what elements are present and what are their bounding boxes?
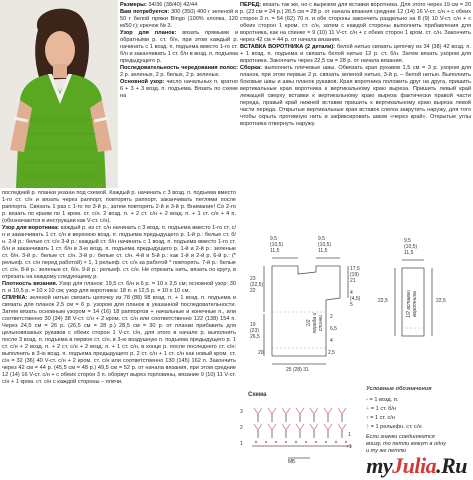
relief-stitch-icon: † <box>366 424 370 430</box>
single-crochet-icon: + <box>366 406 370 412</box>
materials-value: 300 (350) 400 г зеленой и 50 г белой пряжи Bingo (100% хлопка, 120 м/50 г); крючок № 3. <box>120 9 238 29</box>
main-pattern-continuation: последний р. планки указан под схемой. Каждый р. начинать с 3 возд. п. подъема вместо 1-го ст. с/н и вязать через раппорт, повторять раппорт, заканчивать петлями после раппорта. Связать 1 раз с 1-го по 3-й р., затем повторять 2-й и 3-й р. Внимание! Со 2-го р. вязать по краям по 1 кром. ст. с/н. 2 возд. п. + 2 ст. с/н + 2 возд. п. + 1 ст. с/н + 4 п. (обозначаются в инструкции как V-ст. с/н). <box>2 190 236 224</box>
main-pattern-value: число начальных п. кратно 6 + 3 + 3 возд. п. подъема. Вязать по схеме на <box>120 79 239 99</box>
chain-stitch-icon: • <box>366 397 368 403</box>
site-watermark: myJulia.Ru <box>366 453 467 478</box>
dim-small-c: 4 <box>330 338 333 344</box>
dim-shoulder: 9,5 (10,5) 11,5 <box>270 236 284 254</box>
dim-collar-height-right: 22,5 <box>436 298 446 304</box>
legend-title: Условные обозначения <box>366 386 432 392</box>
stitch-scheme <box>240 392 360 472</box>
model-photo-illustration <box>0 0 118 188</box>
back-value: зеленой нитью связать цепочку из 78 (88) 98 возд. п. + 1 возд. п. подъема и связать для планок 2,5 см = 6 р. узором для планок в указанной последовательности. Затем вязать основным узором = 14 (16) 18 раппортов + начальные и конечные п., или соответственно 30 (34) 38 V-ст. с/н + 2 кром. ст. с/н или соответственно 122 (138) 154 п. Через 24,5 см = 26 р. (26,5 см = 28 р.) 28,5 см = 30 р. от планки прибавить для цельновязаных рукавов с обеих сторон 1 V-ст. с/н, для этого в начале р. выполнить после 3 возд. п. подъема в первое ст. с/н, в 3-ю воздушную п. подъема предыдущего р. 1 ст. с/н + 2 возд. п. + 2 ст. с/н + 2 возд. п. + 1 ст. с/н, в конце р. после последнего ст. с/н: выполнить в 3-ю возд. п. подъема предыдущего р. 2 ст. с/н + 1 ст. с/н как новый кром. ст. с/н = 32 (36) 40 V-ст. с/н + 2 кром. ст. с/н или соответственно 130 (145) 162 п. Закончить через 42 см = 44 р. (45,5 см = 48 р.) 49,5 см = 52 р. от начала вязания, при этом средние 12 (14) 16 V-ст. с/н + с обеих сторон 3 п. оборвут вырез горловины, вязание 9 (10) 11 V-ст. с/н + 1 кром. ст. с/н с каждой стороны – плечи. <box>2 295 236 385</box>
materials-label: Вам потребуется: <box>120 9 170 15</box>
model-photo <box>0 0 118 188</box>
dim-cut: 20 <box>258 350 264 356</box>
scheme-rapport-label: МБ <box>288 459 296 465</box>
scheme-title: Схема <box>248 392 267 398</box>
pattern-diagram <box>250 236 472 384</box>
dim-small-b: 6,5 <box>330 326 337 332</box>
double-crochet-icon: т <box>366 415 369 421</box>
back-label: СПИНКА: <box>2 295 28 301</box>
collar-pattern-label: Узор для воротника: <box>2 225 60 231</box>
assembly-label: Сборка: <box>240 65 263 71</box>
plank-pattern-label: Узор для планок: <box>120 30 177 36</box>
piece-label: 1/2 переда и спинки <box>306 312 324 334</box>
scheme-row-3: 3 <box>240 409 243 415</box>
sizes-label: Размеры: <box>120 2 147 8</box>
scheme-count-b: +1 <box>346 444 352 450</box>
intro-column <box>120 2 238 100</box>
dim-plank: 2,5 <box>328 350 335 356</box>
dim-small-a: 2 <box>330 314 333 320</box>
dim-collar-width: 9,5 (10,5) 11,5 <box>404 238 418 256</box>
density-value: Узор для планок: 19,5 ст. б/н и 6 р. = 10 х 2,5 см; основной узор: 30 п. и 10,5 р. = 10 х 10 см; узор для воротника: 18 п. и 12,5 р. = 10 х 10 см. <box>2 281 236 294</box>
scheme-row-2: 2 <box>240 425 243 431</box>
legend-item: † = 1 рельефн. ст. с/н <box>366 424 422 430</box>
collar-insert-value: белой нитью связать цепочку из 34 (38) 42 возд. п. + 1 возд. п. подъема и связать белой нитью 12 р. ст. б/н. Затем вязать узором для воротника. Закончить через 22,5 см = 28 р. от начала вязания. <box>240 44 472 64</box>
legend-note: Если значки соединяются внизу, то петли вяжут в одну и ту же петлю <box>366 434 447 454</box>
instructions-column <box>240 2 471 128</box>
body-text <box>2 190 236 386</box>
collar-pattern-value: каждый р. из ст. с/н начинать с 3 возд. п. подъема вместо 1-го ст. с/н и заканчивать 1 ст. с/н в верхнюю возд. п. подъема предыдущего р. 1-й р.: белые ст. б/н. 2-й р.: белые ст. с/н 3-й р.: каждый ст. б/н начинать с 1 возд. п. подъема вместо 1-го ст. б/н и заканчивать 1 ст. б/н в 3-ю возд. п. подъема предыдущего р. 1-й и 2-й р.: зеленые ст. б/н. 3-й р.: белые ст. с/н. 3-й р.: белые ст. с/н. 4-й и 5-й р.: как 1-й и 2-й р. 6-й р.: (* рельеф. ст. с/н перед работой) × 1, 1 рельеф. ст. с/н за работой * повторять. 7-й р.: белые ст. с/н. 8-й р.: зеленые ст. б/н. 9-й р.: рельеф. ст. с/н. Не отрезать нить, вязать по кругу, в отрезать на каждому следующему р. <box>2 225 236 280</box>
collar-insert-label: ВСТАВКА ВОРОТНИКА (2 детали): <box>240 44 336 50</box>
stripe-order-label: Последовательность чередования полос: <box>120 65 238 71</box>
scheme-count-a: 1 <box>348 432 351 438</box>
dim-neck: 9,5 (10,5) 11,5 <box>318 236 332 254</box>
sizes-value: 34/36 (38/40) 42/44 <box>148 2 198 8</box>
dim-neck-depth: 17,5 (19) 21 <box>350 266 360 284</box>
legend-item: + = 1 ст. б/н <box>366 406 397 412</box>
scheme-grid <box>248 402 358 464</box>
legend-item: т = 1 ст. с/н <box>366 415 395 421</box>
assembly-value: выполнить плечевые швы. Обвязать края рукавов 1,5 см = 3 р. узором для планок, при этом первые 2 р. связать зеленой нитью, 3-й р. – белой нитью. Выполнить боковые швы и швы планок рукавов. Края воротника положить друг на друга, пришить вертикальные края воротника к вертикальному краю выреза. Пришить левый край лежащей сверху вставки к вертикальному краю выреза фактически правой части переда, правый край нижней вставки пришить к вертикальному краю выреза левой части переда. Открытые вертикальные края вставок слегка закрутить наружу, для того чтобы скрыть противную нить и зафиксировать швом «через край». Открытые углы воротника отвернуть наружу. <box>240 65 471 127</box>
dim-sleeve: 4 (4,5) 5 <box>350 290 361 308</box>
legend-item: • = 1 возд. п. <box>366 397 399 403</box>
front-value: вязать так же, но с вырезом для вставки воротника. Для этого через 19 см = 20 р. (23 см = 24 р.) 26,5 см = 28 р. от начала вязания средние 12 (14) 16 V-ст. с/н + с обеих сторон 3 п. = 54 (62) 70 п. и обе стороны закончить раздельно на 8 (9) 10 V-ст. с/н + с обеих сторон 1 кром. ст. с/н, затем с каждой стороны выполнить прибавления для воротника, как на спинке = 9 (10) 11 V-ст. с/н + с обеих сторон 1 кром. ст. с/н. Закончить через 42 см = 44 р. от начала вязания. <box>240 2 471 43</box>
dim-side: 19 (23) 26,5 <box>250 322 260 340</box>
dim-width: 25 (28) 31 <box>286 367 309 373</box>
dim-armhole: 23 (22,5) 22 <box>250 276 264 294</box>
dim-collar-height-left: 22,5 <box>378 298 388 304</box>
density-label: Плотность вязания. <box>2 281 58 287</box>
front-label: ПЕРЕД: <box>240 2 262 8</box>
pattern-diagram-drawing <box>250 236 472 384</box>
scheme-row-1: 1 <box>240 441 243 447</box>
main-pattern-label: Основной узор: <box>120 79 165 85</box>
insert-piece-label: 1/2 вставки воротника <box>406 290 418 318</box>
plank-pattern-value: вязать прямыми и обратными р. ст. б/н, при этом каждый р. начинать с 1 возд. п. подъема вместо 1-го ст. б/н и заканчивать 1 ст. б/н в возд. п. подъема предыдущего р. <box>120 30 238 64</box>
legend <box>366 386 470 455</box>
stripe-order-value: 2 р. зеленых, 2 р. белых, 2 р. зеленых. <box>120 72 220 78</box>
